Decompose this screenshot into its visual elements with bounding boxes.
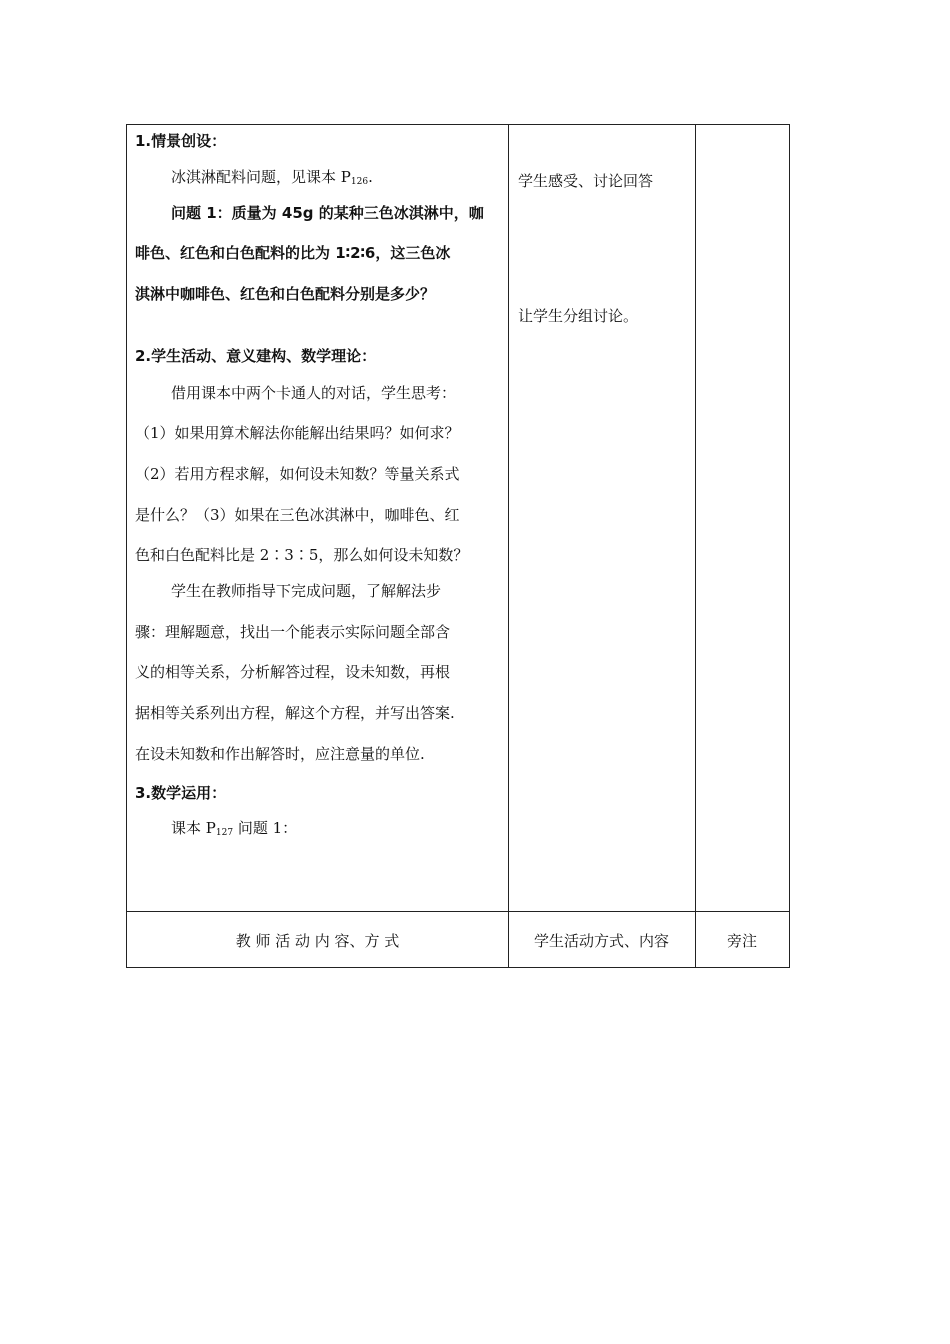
teacher-activity-header: 教 师 活 动 内 容、方 式 (235, 932, 400, 950)
column-divider (508, 125, 509, 967)
section-1-paragraph (171, 167, 373, 192)
section-2-line: （2）若用方程求解，如何设未知数？等量关系式 (135, 465, 460, 483)
question-1-line: 问题 1：质量为 45g 的某种三色冰淇淋中，咖 (171, 204, 484, 222)
section-2-line: 是什么？（3）如果在三色冰淇淋中，咖啡色、红 (135, 506, 460, 524)
column-divider (695, 125, 696, 967)
student-activity-line: 让学生分组讨论。 (518, 307, 639, 325)
section-2-line: 义的相等关系，分析解答过程，设未知数，再根 (135, 663, 451, 681)
question-1-line: 淇淋中咖啡色、红色和白色配料分别是多少？ (135, 285, 436, 303)
section-2-line: 色和白色配料比是 2∶3∶5，那么如何设未知数？ (135, 546, 469, 564)
section-2-line: 学生在教师指导下完成问题，了解解法步 (171, 582, 442, 600)
section-3-title: 3.数学运用： (135, 784, 227, 802)
section-1-end: . (368, 168, 373, 186)
page-subscript: 127 (215, 828, 234, 838)
student-activity-header: 学生活动方式、内容 (533, 932, 669, 950)
section-3-text: 课本 P (171, 819, 216, 837)
student-activity-line: 学生感受、讨论回答 (518, 172, 654, 190)
section-1-title: 1.情景创设： (135, 132, 227, 150)
question-1-line: 啡色、红色和白色配料的比为 1∶2∶6，这三色冰 (135, 244, 451, 262)
notes-header: 旁注 (726, 932, 757, 950)
section-2-line: 骤：理解题意，找出一个能表示实际问题全部含 (135, 623, 451, 641)
section-2-line: 借用课本中两个卡通人的对话，学生思考： (171, 384, 457, 402)
section-1-text: 冰淇淋配料问题，见课本 P (171, 168, 351, 186)
lesson-table (126, 124, 790, 968)
section-2-line: 据相等关系列出方程，解这个方程，并写出答案. (135, 704, 455, 722)
section-3-end: 问题 1： (233, 819, 298, 837)
page-subscript: 126 (350, 177, 369, 187)
section-2-line: 在设未知数和作出解答时，应注意量的单位. (135, 745, 425, 763)
section-3-paragraph (171, 818, 297, 843)
section-2-line: （1）如果用算术解法你能解出结果吗？如何求？ (135, 424, 460, 442)
section-2-title: 2.学生活动、意义建构、数学理论： (135, 347, 377, 365)
